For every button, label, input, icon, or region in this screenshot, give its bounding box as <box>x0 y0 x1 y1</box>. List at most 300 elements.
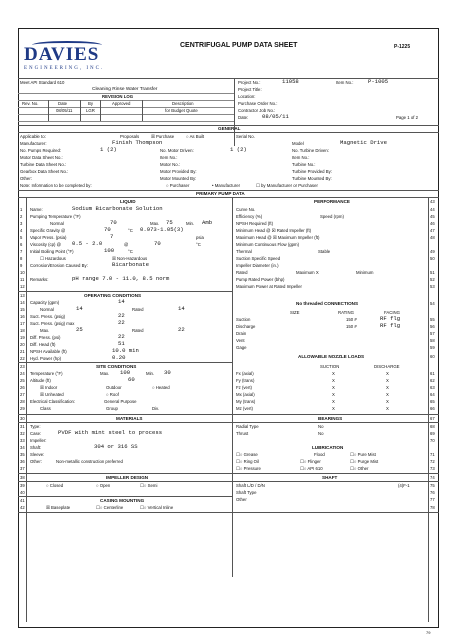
casing-title: CASING MOUNTING <box>100 498 145 503</box>
normal-value: 14 <box>76 305 83 312</box>
stable-label: Stable <box>318 249 331 254</box>
open-option[interactable]: ○ Open <box>96 483 111 488</box>
sg-unit: °C <box>128 228 133 233</box>
item-no: P-1005 <box>368 78 389 85</box>
project-no: 11058 <box>282 78 299 85</box>
po-label: Purchase Order No.: <box>238 101 278 106</box>
temp-min-value: Amb <box>202 219 213 226</box>
davies-logo <box>24 38 142 78</box>
shaft-label: Shaft: <box>30 445 42 450</box>
op-max-label: Max. <box>40 328 50 333</box>
max-head-text: Maximum Head @ <box>236 235 272 240</box>
mz-suction-x: X <box>332 406 335 411</box>
line-number-right: 44 <box>430 207 435 212</box>
general-title: GENERAL <box>218 126 241 131</box>
case-label: Case: <box>30 431 42 436</box>
line-number-right: 67 <box>430 416 435 421</box>
logo-subtitle: ENGINEERING, INC. <box>24 66 105 71</box>
performance-title: PERFORMANCE <box>314 199 350 204</box>
altitude-value: 60 <box>128 376 135 383</box>
item-no-label-1: Item No.: <box>160 155 178 160</box>
page-number: 79 <box>426 630 431 635</box>
line-number-left: 3 <box>20 221 23 226</box>
turbine-mounted-label: Turbine Mounted By: <box>292 176 332 181</box>
line-number-right: 55 <box>430 317 435 322</box>
line-number-left: 21 <box>20 349 25 354</box>
model-label: Model <box>292 141 304 146</box>
ibp-value: 100 <box>104 247 115 254</box>
line-number-left: 8 <box>20 256 23 261</box>
contractor-job-label: Contractor Job No.: <box>238 108 276 113</box>
suction-conn-label: Suction <box>236 317 251 322</box>
line-number-right: 73 <box>430 466 435 471</box>
pressure-option[interactable]: ☐○ Pressure <box>236 466 261 471</box>
min-flow-label: Minimum Continuous Flow (gpm) <box>236 242 300 247</box>
temp-normal-value: 70 <box>110 219 117 226</box>
serial-label: Serial No. <box>236 134 255 139</box>
line-number-left: 4 <box>20 228 23 233</box>
line-number-right: 45 <box>430 214 435 219</box>
shaft-ld-value: (4)F-1 <box>398 483 410 488</box>
gearbox-sheet-label: Gearbox Data Sheet No.: <box>20 169 69 174</box>
roof-label: Roof <box>109 392 119 397</box>
discharge-conn-label: Discharge <box>236 324 256 329</box>
type-label: Type: <box>30 424 41 429</box>
line-number-left: 1 <box>20 207 23 212</box>
line-number-right: 47 <box>430 228 435 233</box>
min-head-text: Minimum Head @ <box>236 228 271 233</box>
fx-discharge-x: X <box>386 371 389 376</box>
facing-header: FACING <box>384 310 400 315</box>
no-pumps-value: 1 (2) <box>100 146 117 153</box>
page-indicator: Page 1 of 2 <box>396 115 418 120</box>
line-number-left: 20 <box>20 342 25 347</box>
diff-press-value: 22 <box>118 333 125 340</box>
note-purchaser: Purchaser <box>169 183 190 188</box>
other-mat-label: Other: <box>30 459 42 464</box>
proposals-option[interactable]: Proposals <box>120 134 140 139</box>
speed-label: Speed (rpm) <box>320 214 344 219</box>
corrosion-label: Corrosion/Erosion Caused By: <box>30 263 88 268</box>
primary-title: PRIMARY PUMP DATA <box>196 191 245 196</box>
site-max-label: Max. <box>100 371 110 376</box>
minimum-label: Minimum <box>356 270 374 275</box>
ring-oil-option[interactable]: ☐○ Ring Oil <box>236 459 259 464</box>
viscosity-label: Viscosity (cp) @ <box>30 242 62 247</box>
heated-label: Heated <box>155 385 170 390</box>
line-number-right: 64 <box>430 392 435 397</box>
mz-discharge-x: X <box>386 406 389 411</box>
line-number-left: 36 <box>20 459 25 464</box>
my-suction-x: X <box>332 399 335 404</box>
line-number-right: 54 <box>430 301 435 306</box>
line-number-left: 42 <box>20 505 25 510</box>
no-motor-label: No. Motor Driven: <box>160 148 194 153</box>
discharge-rating: 150 # <box>346 324 357 329</box>
nozzle-title: ALLOWABLE NOZZLE LOADS <box>298 354 365 359</box>
line-number-right: 51 <box>430 270 435 275</box>
ring-oil-label: Ring Oil <box>243 459 259 464</box>
mx-label: Mx (axial) <box>236 392 255 397</box>
logo-word: DAVIES <box>24 44 100 65</box>
line-number-left: 7 <box>20 249 23 254</box>
grease-label: Grease <box>243 452 258 457</box>
line-number-left: 33 <box>20 438 25 443</box>
service-name: Cleaning Rinse Water Transfer <box>92 87 158 92</box>
api-option[interactable]: ☐○ API 610 <box>300 466 323 471</box>
liquid-name-value: Sodium Bicarbonate Solution <box>72 205 163 212</box>
line-number-right: 58 <box>430 338 435 343</box>
line-number-right: 52 <box>430 277 435 282</box>
thermal-label: Thermal <box>236 249 252 254</box>
unheated-label: Unheated <box>45 392 64 397</box>
line-number-right: 69 <box>430 431 435 436</box>
outdoor-label: Outdoor <box>106 385 122 390</box>
line-number-left: 24 <box>20 371 25 376</box>
line-number-left: 39 <box>20 483 25 488</box>
purchase-option[interactable]: Purchase <box>156 134 175 139</box>
flood-label: Flood <box>314 452 325 457</box>
semi-label: Semi <box>147 483 158 488</box>
rated-value: 14 <box>178 305 185 312</box>
as-built-radio: ○ As Built <box>186 134 205 139</box>
impeller-dia-label: Impeller Diameter (in.) <box>236 263 279 268</box>
line-number-right: 68 <box>430 424 435 429</box>
hazardous-radio[interactable]: ☐ Hazardous <box>40 256 66 261</box>
line-number-left: 12 <box>20 284 25 289</box>
impeller-label: Impeller: <box>30 438 47 443</box>
mx-suction-x: X <box>332 392 335 397</box>
pressure-label: Pressure <box>243 466 261 471</box>
fx-label: Fx (axial) <box>236 371 254 376</box>
non-hazardous-label: Non-Hazardous <box>117 256 148 261</box>
remarks-label: Remarks: <box>30 277 49 282</box>
fy-suction-x: X <box>332 378 335 383</box>
mx-discharge-x: X <box>386 392 389 397</box>
suct-max-label: Suct. Press. (psig) max <box>30 321 75 326</box>
shaft-type-label: Shaft Type <box>236 490 257 495</box>
temp-normal-label: Normal <box>50 221 64 226</box>
size-header: SIZE <box>290 310 300 315</box>
hyd-power-label: Hyd. Power (hp) <box>30 356 62 361</box>
suct-press-label: Suct. Press. (psig) <box>30 314 66 319</box>
line-number-left: 26 <box>20 385 25 390</box>
my-discharge-x: X <box>386 399 389 404</box>
temp-max-value: 75 <box>166 219 173 226</box>
note-label: Note: Information to be completed by: <box>20 183 92 188</box>
no-turbine-label: No. Turbine Driven: <box>292 148 330 153</box>
pure-mist-label: Pure Mist <box>357 452 376 457</box>
logo-swoosh-icon <box>32 41 102 49</box>
line-number-left: 34 <box>20 445 25 450</box>
liquid-name-label: Name: <box>30 207 43 212</box>
altitude-label: Altitude (ft) <box>30 378 51 383</box>
roof-radio[interactable]: ○ Roof <box>106 392 119 397</box>
fy-discharge-x: X <box>386 378 389 383</box>
note-manufacturer-radio[interactable]: • Manufacturer <box>212 183 241 188</box>
site-title: SITE CONDITIONS <box>96 364 137 369</box>
radial-label: Radial Type <box>236 424 259 429</box>
line-number-left: 29 <box>20 406 25 411</box>
threaded-label: No threaded <box>296 301 323 306</box>
line-number-right: 77 <box>430 497 435 502</box>
suct-max-value: 22 <box>118 319 125 326</box>
suct-press-value: 22 <box>118 312 125 319</box>
line-number-right: 43 <box>430 199 435 204</box>
manufacturer-value: Finish Thompson <box>112 139 163 146</box>
mz-label: Mz (vert) <box>236 406 253 411</box>
closed-option[interactable]: ○ Closed <box>46 483 64 488</box>
viscosity-at: @ <box>124 242 129 247</box>
thrust-label: Thrust <box>236 431 249 436</box>
line-number-left: 40 <box>20 490 25 495</box>
diff-head-value: 51 <box>118 340 125 347</box>
project-no-label: Project No.: <box>238 80 261 85</box>
vp-unit: psia <box>196 235 204 240</box>
line-number-right: 71 <box>430 452 435 457</box>
by-header: By <box>88 101 94 106</box>
date-label: Date: <box>238 115 249 120</box>
line-number-right: 62 <box>430 378 435 383</box>
fz-discharge-x: X <box>386 385 389 390</box>
note-purchaser-radio[interactable]: ○ Purchaser <box>166 183 190 188</box>
line-number-left: 23 <box>20 364 25 369</box>
line-number-right: 56 <box>430 324 435 329</box>
sg-label: Specific Gravity @ <box>30 228 66 233</box>
pump-power-label: Pump Rated Power (bhp) <box>236 277 285 282</box>
line-number-left: 14 <box>20 300 25 305</box>
indoor-checkbox[interactable]: ☒ Indoor <box>40 385 58 390</box>
shaft-other-label: Other <box>236 497 247 502</box>
line-number-left: 16 <box>20 314 25 319</box>
remarks-value: pH range 7.0 - 11.0, 8.5 norm <box>72 275 170 282</box>
line-number-right: 75 <box>430 483 435 488</box>
motor-no-label: Motor No.: <box>160 162 181 167</box>
line-number-left: 2 <box>20 214 23 219</box>
temp-max-label: Max. <box>150 221 160 226</box>
item-no-label: Item No.: <box>336 80 354 85</box>
line-number-left: 15 <box>20 307 25 312</box>
suction-rating: 150 # <box>346 317 357 322</box>
centerline-option[interactable]: ☐○ Centerline <box>96 505 124 510</box>
elec-class-value: General Purpose <box>104 399 137 404</box>
shaft-ld-label: Shaft L/D / D/N <box>236 483 265 488</box>
vent-label: Vent <box>236 338 245 343</box>
data-sheet-page: DAVIES ENGINEERING, INC. CENTRIFUGAL PUMP DATA SHEET P-1225 Meet API Standard 610 Project No.: 11058 Item No.: P-1005 Cleaning Rinse Water Transfer Project Title: REVISION LOG Location: Rev. No. Date By Approved Description Purchase Order No.: 08/05/11 LGR for Budget Quote Contractor Job No.: Date: 08/05/11 Page 1 of 2 GENERAL Applicable to: Proposals ☒ Purchase ○ As Built Serial No. Manufacturer: Finish Thompson Model Magnetic Drive No. Pumps Required: 1 (2) No. Motor Driven: 1 (2) No. Turbine Driven: Motor Data Sheet No.: Item No.: Item No.: Turbine Data Sheet No.: Motor No.: Turbine No.: Gearbox Data Sheet No.: Motor Provided By: Turbine Provided By: Other: Motor Mounted By: Turbine Mounted By: Note: Information to be completed by: ○ Purchaser • Manufacturer ☐ by Manufacturer or Purchaser PRIMARY PUMP DATA 1 2 3 4 5 6 7 8 9 10 11 12 13 14 15 16 17 18 19 20 21 22 23 24 25 26 27 28 29 30 31 32 33 34 35 36 37 38 39 40 41 42 43 44 45 46 47 48 49 50 51 52 53 54 55 56 57 58 59 60 61 62 63 64 65 66 67 68 69 70 71 72 73 74 75 76 77 78 LIQUID PERFORMANCE Name: Sodium Bicarbonate Solution Curve No. Pumping Temperature (°F) Efficiency (%) Speed (rpm) Normal 70 Max. 75 Min. Amb NPSH Required (ft) Specific Gravity @ 70 °C 0.973-1.05(3) Minimum Head @ ☒ Rated Impeller (ft) Vapor Press. (psia) 7 psia Maximum Head @ ☒ Maximum Impeller (ft) Viscosity (cp) @ 0.5 - 2.0 @ 70 °C Minimum Continuous Flow (gpm) Initial Boiling Point (°F) 100 °C Thermal Stable ☐ Hazardous ☒ Non-Hazardous Suction Specific Speed Corrosion/Erosion Caused By: Bicarbonate Impeller Diameter (in.) Rated Maximum X Minimum Remarks: pH range 7.0 - 11.0, 8.5 norm Pump Rated Power (bhp) Maximum Power at Rated Impeller OPERATING CONDITIONS No threaded CONNECTIONS Capacity (gpm) 14 Normal 14 Rated 14 SIZE RATING FACING Suct. Press. (psig) 22 Suct. Press. (psig) max 22 Suction 150 # RF flg Discharge 150 # RF flg Max. 25 Rated 22 Drain Diff. Press. (psi) 22 Vent Diff. Head (ft) 51 Gage NPSH Available (ft) 10.0 min Hyd. Power (hp) 0.20 ALLOWABLE NOZZLE LOADS SITE CONDITIONS SUCTION DISCHARGE Temperature (°F) Max. 100 Min. 30 Altitude (ft) 60 ☒ Indoor Outdoor ○ Heated ☒ Unheated ○ Roof Electrical Classification: General Purpose Class Group Div. Fx (axial) Fy (trans) Fz (vert) Mx (axial) My (trans) Mz (vert) X X X X X X X X X X X X MATERIALS BEARINGS Type: Radial Type No Case: PVDF with mint steel to process Thrust No Impeller: Shaft: 304 or 316 SS LUBRICATION Sleeve: ☐○ Grease Flood ☐○ Pure Mist Other: Non-metallic construction preferred ☐○ Ring Oil ☐○ Flinger ☐○ Purge Mist ☐○ Pressure ☐○ API 610 ☐○ Other IMPELLER DESIGN SHAFT ○ Closed ○ Open ☐○ Semi Shaft L/D / D/N (4)F-1 Shaft Type CASING MOUNTING Other ☒ Baseplate ☐○ Centerline ☐○ Vertical Inline 79 <box>0 0 453 640</box>
elec-class-label: Electrical Classification: <box>30 399 76 404</box>
rated-impeller-text: Rated Impeller (ft) <box>276 228 312 233</box>
connections-text: CONNECTIONS <box>324 301 359 306</box>
line-number-left: 41 <box>20 498 25 503</box>
line-number-left: 37 <box>20 466 25 471</box>
max-head-label: Maximum Head @ ☒ Maximum Impeller (ft) <box>236 235 320 240</box>
non-hazardous-checkbox[interactable]: ☒ Non-Hazardous <box>112 256 148 261</box>
hazardous-label: Hazardous <box>45 256 66 261</box>
efficiency-label: Efficiency (%) <box>236 214 263 219</box>
line-number-right: 57 <box>430 331 435 336</box>
pumping-temp-label: Pumping Temperature (°F) <box>30 214 81 219</box>
line-number-left: 13 <box>20 293 25 298</box>
line-number-right: 59 <box>430 345 435 350</box>
my-label: My (trans) <box>236 399 256 404</box>
description-header: Description <box>172 101 194 106</box>
location-label: Location: <box>238 94 256 99</box>
fy-label: Fy (trans) <box>236 378 255 383</box>
min-head-label: Minimum Head @ ☒ Rated Impeller (ft) <box>236 228 312 233</box>
hyd-power-value: 0.20 <box>112 354 126 361</box>
as-built-option[interactable]: As Built <box>189 134 205 139</box>
item-no-label-2: Item No.: <box>292 155 310 160</box>
materials-title: MATERIALS <box>116 416 143 421</box>
centerline-label: Centerline <box>103 505 124 510</box>
vertical-option[interactable]: ☐○ Vertical Inline <box>140 505 174 510</box>
purchase-checkbox: ☒ Purchase <box>151 134 175 139</box>
drain-label: Drain <box>236 331 247 336</box>
suction-specific-label: Suction Specific Speed <box>236 256 281 261</box>
discharge-facing: RF flg <box>380 322 401 329</box>
applicable-label: Applicable to: <box>20 134 46 139</box>
maximum-x: X <box>315 270 319 275</box>
line-number-left: 22 <box>20 356 25 361</box>
diff-press-label: Diff. Press. (psi) <box>30 335 61 340</box>
date-value: 08/05/11 <box>262 113 289 120</box>
project-title-label: Project Title: <box>238 87 262 92</box>
other-mat-value: Non-metallic construction preferred <box>56 459 123 464</box>
suction-facing: RF flg <box>380 315 401 322</box>
indoor-label: Indoor <box>45 385 58 390</box>
fz-label: Fz (vert) <box>236 385 252 390</box>
line-number-right: 66 <box>430 406 435 411</box>
line-number-right: 74 <box>430 475 435 480</box>
turbine-provided-label: Turbine Provided By: <box>292 169 332 174</box>
line-number-right: 70 <box>430 438 435 443</box>
line-number-right: 50 <box>430 256 435 261</box>
curve-no-label: Curve No. <box>236 207 256 212</box>
turbine-no-label: Turbine No.: <box>292 162 316 167</box>
baseplate-label: Baseplate <box>51 505 71 510</box>
fx-suction-x: X <box>332 371 335 376</box>
model-value: Magnetic Drive <box>340 139 387 146</box>
max-impeller-text: Maximum Impeller (ft) <box>277 235 320 240</box>
npsh-required-label: NPSH Required (ft) <box>236 221 274 226</box>
op-rated-label: Rated <box>132 328 144 333</box>
site-max-value: 100 <box>120 369 131 376</box>
npsh-avail-value: 10.0 min <box>112 347 139 354</box>
semi-option[interactable]: ☐○ Semi <box>140 483 158 488</box>
grease-option[interactable]: ☐○ Grease <box>236 452 258 457</box>
line-number-left: 11 <box>20 277 25 282</box>
pure-mist-option[interactable]: ☐○ Pure Mist <box>350 452 376 457</box>
api-label: API 610 <box>307 466 323 471</box>
group-label: Group <box>106 406 118 411</box>
no-motor-value: 1 (2) <box>230 146 247 153</box>
note-by-mfr-or-purchaser: by Manufacturer or Purchaser <box>261 183 318 188</box>
line-number-left: 35 <box>20 452 25 457</box>
temp-min-label: Min. <box>186 221 195 226</box>
line-number-left: 10 <box>20 270 25 275</box>
site-min-value: 30 <box>164 369 171 376</box>
operating-title: OPERATING CONDITIONS <box>84 293 142 298</box>
line-number-left: 5 <box>20 235 23 240</box>
viscosity-temp: 70 <box>154 240 161 247</box>
line-number-left: 32 <box>20 431 25 436</box>
vp-label: Vapor Press. (psia) <box>30 235 67 240</box>
suction-col-header: SUCTION <box>320 364 340 369</box>
bearings-title: BEARINGS <box>318 416 343 421</box>
rating-header: RATING <box>338 310 354 315</box>
impeller-design-title: IMPELLER DESIGN <box>106 475 149 480</box>
rated-label: Rated <box>236 270 248 275</box>
line-number-right: 78 <box>430 505 435 510</box>
motor-provided-label: Motor Provided By: <box>160 169 197 174</box>
line-number-left: 31 <box>20 424 25 429</box>
line-number-left: 6 <box>20 242 23 247</box>
flinger-label: Flinger <box>307 459 321 464</box>
api-standard: Meet API Standard 610 <box>20 80 65 85</box>
turbine-sheet-label: Turbine Data Sheet No.: <box>20 162 67 167</box>
line-number-right: 72 <box>430 459 435 464</box>
other-lube-label: Other <box>357 466 369 471</box>
line-number-right: 76 <box>430 490 435 495</box>
line-number-left: 25 <box>20 378 25 383</box>
purge-mist-option[interactable]: ☐○ Purge Mist <box>350 459 379 464</box>
case-value: PVDF with mint steel to process <box>58 429 163 436</box>
unheated-checkbox[interactable]: ☒ Unheated <box>40 392 64 397</box>
ibp-unit: °C <box>128 249 133 254</box>
rev-by: LGR <box>86 108 95 113</box>
rated-label-op: Rated <box>132 307 144 312</box>
viscosity-unit: °C <box>196 242 201 247</box>
op-max-value: 25 <box>76 326 83 333</box>
other-lube-option[interactable]: ☐○ Other <box>350 466 369 471</box>
line-number-right: 48 <box>430 235 435 240</box>
note-by-mfr-checkbox[interactable]: ☐ by Manufacturer or Purchaser <box>256 183 318 188</box>
rev-no-header: Rev. No. <box>22 101 39 106</box>
maximum-label <box>296 270 319 275</box>
line-number-left: 19 <box>20 335 25 340</box>
date-header: Date <box>58 101 68 106</box>
line-number-right: 63 <box>430 385 435 390</box>
npsh-avail-label: NPSH Available (ft) <box>30 349 67 354</box>
sg-temp: 70 <box>104 226 111 233</box>
line-number-left: 30 <box>20 416 25 421</box>
rev-desc: for Budget Quote <box>165 108 198 113</box>
flinger-option[interactable]: ☐○ Flinger <box>300 459 321 464</box>
heated-radio[interactable]: ○ Heated <box>152 385 170 390</box>
liquid-title: LIQUID <box>120 199 136 204</box>
no-pumps-label: No. Pumps Required: <box>20 148 62 153</box>
line-number-left: 38 <box>20 475 25 480</box>
sg-value: 0.973-1.05(3) <box>140 226 184 233</box>
capacity-label: Capacity (gpm) <box>30 300 60 305</box>
site-min-label: Min. <box>146 371 155 376</box>
revision-log-title: REVISION LOG <box>102 94 134 99</box>
line-number-right: 60 <box>430 354 435 359</box>
shaft-value: 304 or 316 SS <box>94 443 138 450</box>
diff-head-label: Diff. Head (ft) <box>30 342 56 347</box>
line-number-right: 49 <box>430 249 435 254</box>
normal-label: Normal <box>40 307 54 312</box>
line-number-right: 61 <box>430 371 435 376</box>
lubrication-title: LUBRICATION <box>312 445 344 450</box>
capacity-value: 14 <box>118 298 125 305</box>
gage-label: Gage <box>236 345 247 350</box>
baseplate-option[interactable]: ☒ Baseplate <box>46 505 71 510</box>
radial-value: No <box>318 424 324 429</box>
motor-mounted-label: Motor Mounted By: <box>160 176 197 181</box>
viscosity-value: 0.5 - 2.0 <box>72 240 103 247</box>
discharge-col-header: DISCHARGE <box>374 364 400 369</box>
